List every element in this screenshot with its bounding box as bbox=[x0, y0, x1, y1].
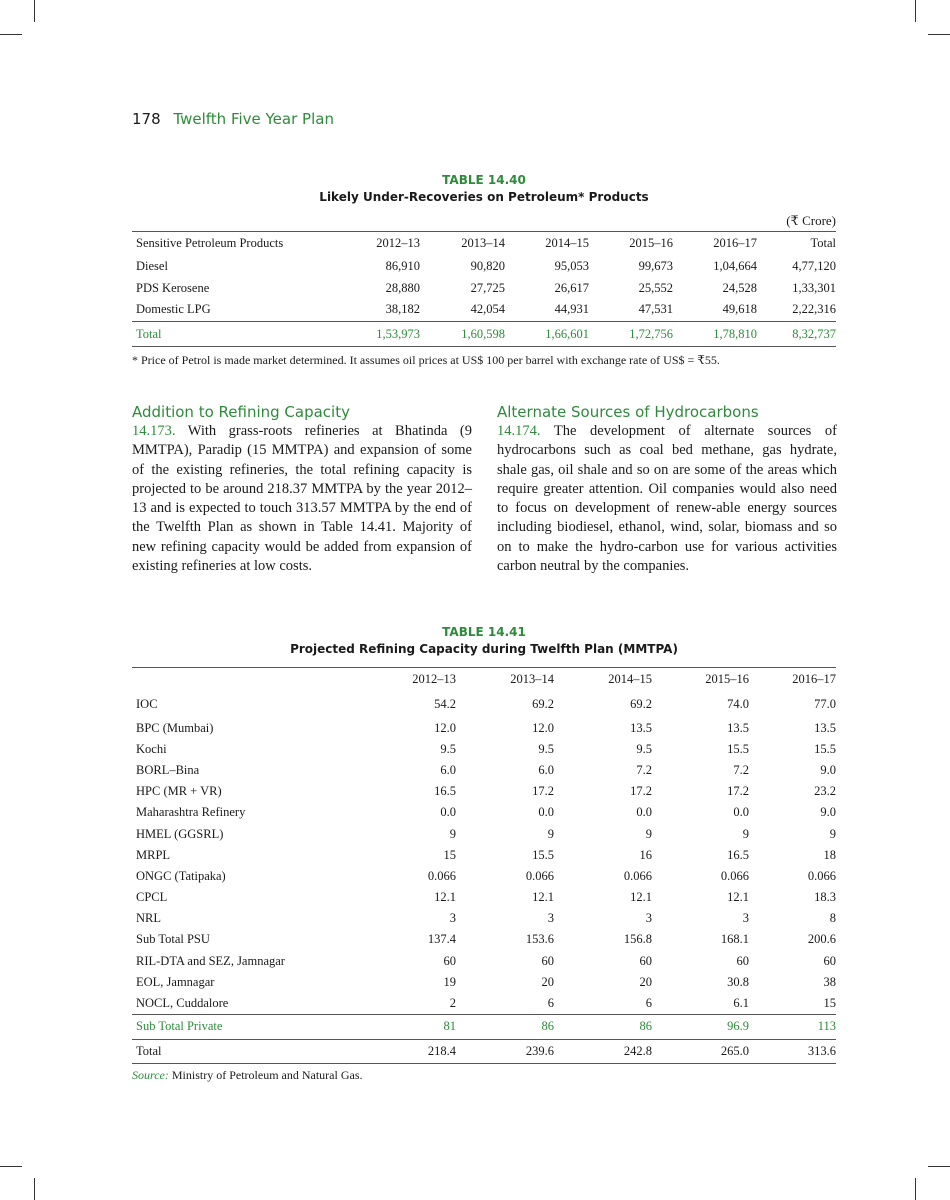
row-label: Sub Total Private bbox=[132, 1014, 332, 1039]
table-cell: 1,72,756 bbox=[589, 322, 673, 347]
table-cell: 9 bbox=[449, 826, 456, 841]
table-cell: 15.5 bbox=[814, 741, 836, 756]
table-header-row bbox=[132, 232, 836, 255]
table-cell: 99,673 bbox=[638, 258, 673, 273]
row-label: Total bbox=[132, 322, 328, 347]
table-cell: 44,931 bbox=[505, 299, 589, 322]
source-text: Ministry of Petroleum and Natural Gas. bbox=[171, 1068, 363, 1082]
table-cell: 156.8 bbox=[623, 932, 652, 947]
table-cell: 0.066 bbox=[623, 868, 652, 883]
table-row bbox=[132, 760, 836, 781]
paragraph-number: 14.174. bbox=[497, 423, 541, 439]
table-cell: 77.0 bbox=[814, 697, 836, 711]
table-cell: 4,77,120 bbox=[792, 258, 836, 273]
table-cell: 200.6 bbox=[807, 932, 836, 947]
table-row bbox=[132, 255, 836, 278]
table-row bbox=[132, 278, 836, 299]
table-cell: 60 bbox=[823, 953, 836, 968]
table-cell: 9 bbox=[645, 826, 652, 841]
table1-footnote: * Price of Petrol is made market determined. It assumes oil prices at US$ 100 per barrel with exchange rate of US$ = ₹55. bbox=[132, 353, 720, 367]
table1-caption bbox=[132, 172, 836, 206]
table-cell: 1,04,664 bbox=[713, 258, 757, 273]
table-cell: 42,054 bbox=[420, 299, 505, 322]
table-cell: 15.5 bbox=[532, 847, 554, 862]
row-label: Maharashtra Refinery bbox=[136, 805, 246, 820]
crop-mark bbox=[0, 1166, 22, 1167]
table-cell: 1,66,601 bbox=[505, 322, 589, 347]
table-cell: 54.2 bbox=[434, 697, 456, 711]
table-row bbox=[132, 951, 836, 972]
table-cell: 239.6 bbox=[456, 1039, 554, 1063]
table-row bbox=[132, 887, 836, 908]
table-cell: 69.2 bbox=[630, 697, 652, 711]
book-title: Twelfth Five Year Plan bbox=[173, 110, 334, 128]
refining-capacity-table bbox=[132, 667, 836, 1064]
table-cell: 17.2 bbox=[532, 784, 554, 799]
table-cell: 13.5 bbox=[727, 720, 749, 735]
table-cell: 20 bbox=[639, 974, 652, 989]
table-cell: 0.066 bbox=[427, 868, 456, 883]
total-row bbox=[132, 1039, 836, 1063]
table-cell: 96.9 bbox=[652, 1014, 749, 1039]
column-header: Total bbox=[757, 232, 836, 255]
column-header: 2015–16 bbox=[652, 668, 749, 692]
row-label: HMEL (GGSRL) bbox=[136, 826, 224, 841]
table-row bbox=[132, 993, 836, 1014]
table-cell: 0.066 bbox=[807, 868, 836, 883]
column-header: 2015–16 bbox=[589, 232, 673, 255]
column-header: 2016–17 bbox=[673, 232, 757, 255]
table-cell: 12.1 bbox=[434, 890, 456, 905]
table-cell: 38 bbox=[823, 974, 836, 989]
table-row bbox=[132, 929, 836, 950]
table-row bbox=[132, 802, 836, 823]
table-cell: 12.1 bbox=[630, 890, 652, 905]
row-label: Total bbox=[132, 1039, 332, 1063]
table-cell: 8 bbox=[829, 911, 836, 926]
row-label: NOCL, Cuddalore bbox=[132, 993, 332, 1014]
table-cell: 9 bbox=[829, 826, 836, 841]
table-cell: 2,22,316 bbox=[757, 299, 836, 322]
row-label: IOC bbox=[136, 697, 158, 711]
table-row bbox=[132, 299, 836, 322]
section-alternate-hydrocarbons bbox=[497, 402, 837, 576]
table-cell: 0.066 bbox=[525, 868, 554, 883]
table2-body bbox=[132, 692, 836, 1064]
table-cell: 0.066 bbox=[720, 868, 749, 883]
table-cell: 16.5 bbox=[434, 784, 456, 799]
row-label: CPCL bbox=[136, 890, 168, 905]
table-cell: 27,725 bbox=[470, 280, 505, 295]
table-cell: 137.4 bbox=[427, 932, 456, 947]
table-cell: 9.0 bbox=[820, 805, 836, 820]
table-cell: 18.3 bbox=[814, 890, 836, 905]
column-header: 2013–14 bbox=[456, 668, 554, 692]
table-cell: 265.0 bbox=[652, 1039, 749, 1063]
table-cell: 9.0 bbox=[820, 762, 836, 777]
table-cell: 12.1 bbox=[532, 890, 554, 905]
table-cell: 3 bbox=[547, 911, 554, 926]
paragraph-number: 14.173. bbox=[132, 423, 176, 439]
row-label: PDS Kerosene bbox=[136, 280, 210, 295]
crop-mark bbox=[915, 1178, 916, 1200]
table-cell: 18 bbox=[823, 847, 836, 862]
table-cell: 1,33,301 bbox=[792, 280, 836, 295]
table-header-row bbox=[132, 668, 836, 692]
crop-mark bbox=[0, 34, 22, 35]
column-header: 2016–17 bbox=[749, 668, 836, 692]
paragraph bbox=[132, 422, 472, 576]
table-cell: 90,820 bbox=[470, 258, 505, 273]
column-header: 2013–14 bbox=[420, 232, 505, 255]
table-cell: 9.5 bbox=[538, 741, 554, 756]
table-cell: 23.2 bbox=[814, 784, 836, 799]
table-cell: 313.6 bbox=[749, 1039, 836, 1063]
section-heading: Alternate Sources of Hydrocarbons bbox=[497, 403, 759, 421]
row-label: HPC (MR + VR) bbox=[136, 784, 222, 799]
column-header: 2014–15 bbox=[505, 232, 589, 255]
table-cell: 7.2 bbox=[733, 762, 749, 777]
table-cell: 38,182 bbox=[328, 299, 420, 322]
table-cell: 242.8 bbox=[554, 1039, 652, 1063]
column-header: Sensitive Petroleum Products bbox=[132, 232, 328, 255]
table-cell: 9.5 bbox=[440, 741, 456, 756]
table-cell: 60 bbox=[736, 953, 749, 968]
section-heading: Addition to Refining Capacity bbox=[132, 403, 350, 421]
table-cell: 95,053 bbox=[554, 258, 589, 273]
table-row bbox=[132, 972, 836, 993]
table-cell: 3 bbox=[742, 911, 749, 926]
crop-mark bbox=[34, 0, 35, 22]
paragraph-text: With grass-roots refineries at Bhatinda (9 MMTPA), Paradip (15 MMTPA) and expansion of some of the existing refineries, the total refining capacity is projected to be around 218.37 MMTPA by the year 2012–13 and is expected to touch 313.57 MMTPA by the end of the Twelfth Plan as shown in Table 14.41. Majority of new refining capacity would be added from expansion of existing refineries at low costs. bbox=[132, 423, 472, 575]
table-cell: 69.2 bbox=[532, 697, 554, 711]
table-cell: 1,60,598 bbox=[420, 322, 505, 347]
row-label: Kochi bbox=[136, 741, 167, 756]
table-cell: 6 bbox=[456, 993, 554, 1014]
table2-title: Projected Refining Capacity during Twelfth Plan (MMTPA) bbox=[290, 642, 678, 656]
table-cell: 8,32,737 bbox=[757, 322, 836, 347]
source-label: Source: bbox=[132, 1068, 169, 1082]
table-cell: 12.0 bbox=[434, 720, 456, 735]
paragraph-text: The development of alternate sources of hydrocarbons such as coal bed methane, gas hydrate, shale gas, oil shale and so on are some of the areas which require greater attention. Oil companies would also need to focus on development of renew-able energy sources including biodiesel, ethanol, wind, solar, biomass and so on to make the hydro-carbon use for various activities carbon neutral by the companies. bbox=[497, 423, 837, 575]
total-row bbox=[132, 322, 836, 347]
table-cell: 60 bbox=[639, 953, 652, 968]
table2-label: TABLE 14.41 bbox=[442, 625, 526, 639]
paragraph bbox=[497, 422, 837, 576]
table-cell: 20 bbox=[541, 974, 554, 989]
table2-caption bbox=[132, 624, 836, 658]
table1-title: Likely Under-Recoveries on Petroleum* Products bbox=[319, 190, 649, 204]
table-cell: 6 bbox=[554, 993, 652, 1014]
table-cell: 28,880 bbox=[385, 280, 420, 295]
row-label: MRPL bbox=[136, 847, 171, 862]
table-cell: 113 bbox=[749, 1014, 836, 1039]
row-label: BPC (Mumbai) bbox=[136, 720, 214, 735]
table-cell: 1,78,810 bbox=[673, 322, 757, 347]
table-cell: 60 bbox=[541, 953, 554, 968]
crop-mark bbox=[915, 0, 916, 22]
table-cell: 9 bbox=[742, 826, 749, 841]
table-cell: 218.4 bbox=[332, 1039, 456, 1063]
table-cell: 17.2 bbox=[630, 784, 652, 799]
table-cell: 15 bbox=[443, 847, 456, 862]
row-label: EOL, Jamnagar bbox=[136, 974, 215, 989]
column-header: 2012–13 bbox=[332, 668, 456, 692]
table-cell: 86,910 bbox=[385, 258, 420, 273]
table-cell: 168.1 bbox=[720, 932, 749, 947]
section-refining-capacity bbox=[132, 402, 472, 576]
table-cell: 6.0 bbox=[538, 762, 554, 777]
table-cell: 9 bbox=[547, 826, 554, 841]
row-label: Domestic LPG bbox=[132, 299, 328, 322]
crop-mark bbox=[34, 1178, 35, 1200]
column-header bbox=[132, 668, 332, 692]
table-row bbox=[132, 781, 836, 802]
table-cell: 47,531 bbox=[589, 299, 673, 322]
subtotal-private-row bbox=[132, 1014, 836, 1039]
row-label: Diesel bbox=[136, 258, 168, 273]
table-cell: 24,528 bbox=[722, 280, 757, 295]
table-row bbox=[132, 845, 836, 866]
row-label: NRL bbox=[136, 911, 161, 926]
table-cell: 12.0 bbox=[532, 720, 554, 735]
table-cell: 0.0 bbox=[733, 805, 749, 820]
column-header: 2014–15 bbox=[554, 668, 652, 692]
table-cell: 49,618 bbox=[673, 299, 757, 322]
table-cell: 86 bbox=[456, 1014, 554, 1039]
table-row bbox=[132, 823, 836, 844]
source-note bbox=[132, 1068, 363, 1083]
table-cell: 6.0 bbox=[440, 762, 456, 777]
table-cell: 81 bbox=[332, 1014, 456, 1039]
table-cell: 12.1 bbox=[727, 890, 749, 905]
table-cell: 86 bbox=[554, 1014, 652, 1039]
page-number: 178 bbox=[132, 110, 161, 128]
row-label: BORL–Bina bbox=[136, 762, 200, 777]
under-recoveries-table bbox=[132, 231, 836, 347]
table-cell: 15.5 bbox=[727, 741, 749, 756]
table-cell: 15 bbox=[749, 993, 836, 1014]
crop-mark bbox=[928, 1166, 950, 1167]
table-row bbox=[132, 908, 836, 929]
table-row bbox=[132, 866, 836, 887]
table-cell: 25,552 bbox=[638, 280, 673, 295]
table-cell: 3 bbox=[645, 911, 652, 926]
table-row bbox=[132, 739, 836, 760]
table-cell: 60 bbox=[443, 953, 456, 968]
table-cell: 153.6 bbox=[525, 932, 554, 947]
table-cell: 13.5 bbox=[630, 720, 652, 735]
table1-label: TABLE 14.40 bbox=[442, 173, 526, 187]
table-cell: 74.0 bbox=[727, 697, 749, 711]
crop-mark bbox=[928, 34, 950, 35]
table-cell: 13.5 bbox=[814, 720, 836, 735]
table-cell: 16.5 bbox=[727, 847, 749, 862]
row-label: RIL-DTA and SEZ, Jamnagar bbox=[136, 953, 285, 968]
table-cell: 2 bbox=[332, 993, 456, 1014]
table-cell: 17.2 bbox=[727, 784, 749, 799]
table-cell: 3 bbox=[449, 911, 456, 926]
table-cell: 6.1 bbox=[652, 993, 749, 1014]
table-cell: 0.0 bbox=[636, 805, 652, 820]
running-head bbox=[132, 110, 334, 128]
column-header: 2012–13 bbox=[328, 232, 420, 255]
table-cell: 1,53,973 bbox=[328, 322, 420, 347]
row-label: Sub Total PSU bbox=[136, 932, 210, 947]
row-label: ONGC (Tatipaka) bbox=[136, 868, 226, 883]
table-cell: 26,617 bbox=[554, 280, 589, 295]
table-row bbox=[132, 718, 836, 739]
table-cell: 16 bbox=[639, 847, 652, 862]
table-cell: 7.2 bbox=[636, 762, 652, 777]
table-row bbox=[132, 692, 836, 718]
table-cell: 30.8 bbox=[727, 974, 749, 989]
table-cell: 0.0 bbox=[440, 805, 456, 820]
table-cell: 0.0 bbox=[538, 805, 554, 820]
table-cell: 19 bbox=[443, 974, 456, 989]
table1-unit: (₹ Crore) bbox=[786, 213, 836, 228]
table-cell: 9.5 bbox=[636, 741, 652, 756]
